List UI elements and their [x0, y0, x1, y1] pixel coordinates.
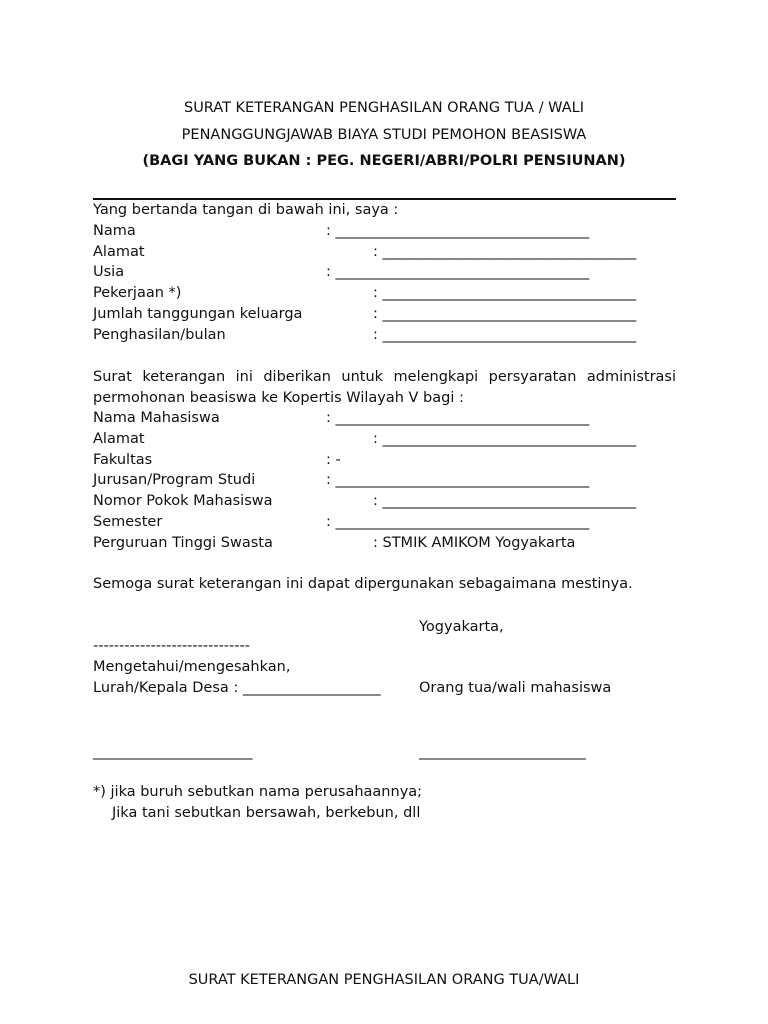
field-value-npm: : ___________________________________ — [373, 493, 637, 509]
document-scope-note: (BAGI YANG BUKAN : PEG. NEGERI/ABRI/POLRI PENSIUNAN) — [142, 153, 626, 169]
footnote-1: *) jika buruh sebutkan nama perusahaannya; — [93, 784, 423, 800]
field-label-penghasilan: Penghasilan/bulan — [93, 327, 226, 343]
field-label-npm: Nomor Pokok Mahasiswa — [93, 493, 273, 509]
purpose-paragraph: Surat keterangan ini diberikan untuk melengkapi persyaratan administrasi permohonan beasiswa ke Kopertis Wilayah V bagi : — [93, 369, 676, 406]
place-date: Yogyakarta, — [419, 619, 504, 635]
field-value-pts: : STMIK AMIKOM Yogyakarta — [373, 535, 576, 551]
village-head-line: Lurah/Kepala Desa : ___________________ — [93, 680, 381, 696]
closing-text: Semoga surat keterangan ini dapat dipergunakan sebagaimana mestinya. — [93, 576, 633, 592]
field-label-nama: Nama — [93, 223, 136, 239]
parent-signature-label: Orang tua/wali mahasiswa — [419, 680, 612, 696]
field-value-alamat: : ___________________________________ — [373, 244, 637, 260]
field-value-semester: : ___________________________________ — [326, 514, 590, 530]
field-value-nama-mahasiswa: : ___________________________________ — [326, 410, 590, 426]
footnote-2: Jika tani sebutkan bersawah, berkebun, dll — [112, 805, 421, 821]
document-title: SURAT KETERANGAN PENGHASILAN ORANG TUA / WALI — [183, 100, 585, 116]
field-label-tanggungan: Jumlah tanggungan keluarga — [93, 306, 303, 322]
signature-line-left: ______________________ — [93, 744, 253, 760]
field-value-alamat-mahasiswa: : ___________________________________ — [373, 431, 637, 447]
field-label-pts: Perguruan Tinggi Swasta — [93, 535, 273, 551]
field-value-penghasilan: : ___________________________________ — [373, 327, 637, 343]
field-value-pekerjaan: : ___________________________________ — [373, 285, 637, 301]
field-label-nama-mahasiswa: Nama Mahasiswa — [93, 410, 220, 426]
date-dash-line: ------------------------------ — [93, 638, 250, 654]
field-label-usia: Usia — [93, 264, 125, 280]
signature-line-right: _______________________ — [419, 744, 586, 760]
field-value-nama: : ___________________________________ — [326, 223, 590, 239]
field-value-usia: : ___________________________________ — [326, 264, 590, 280]
header-divider — [93, 198, 676, 200]
field-label-pekerjaan: Pekerjaan *) — [93, 285, 182, 301]
field-value-fakultas: : - — [326, 452, 341, 468]
field-label-semester: Semester — [93, 514, 163, 530]
field-label-alamat-mahasiswa: Alamat — [93, 431, 145, 447]
document-subtitle: PENANGGUNGJAWAB BIAYA STUDI PEMOHON BEASISWA — [181, 127, 587, 143]
intro-text: Yang bertanda tangan di bawah ini, saya : — [93, 202, 399, 218]
field-label-alamat: Alamat — [93, 244, 145, 260]
acknowledge-text: Mengetahui/mengesahkan, — [93, 659, 291, 675]
field-label-fakultas: Fakultas — [93, 452, 153, 468]
page-footer: SURAT KETERANGAN PENGHASILAN ORANG TUA/WALI — [188, 972, 580, 988]
field-value-jurusan: : ___________________________________ — [326, 472, 590, 488]
field-label-jurusan: Jurusan/Program Studi — [93, 472, 256, 488]
field-value-tanggungan: : ___________________________________ — [373, 306, 637, 322]
